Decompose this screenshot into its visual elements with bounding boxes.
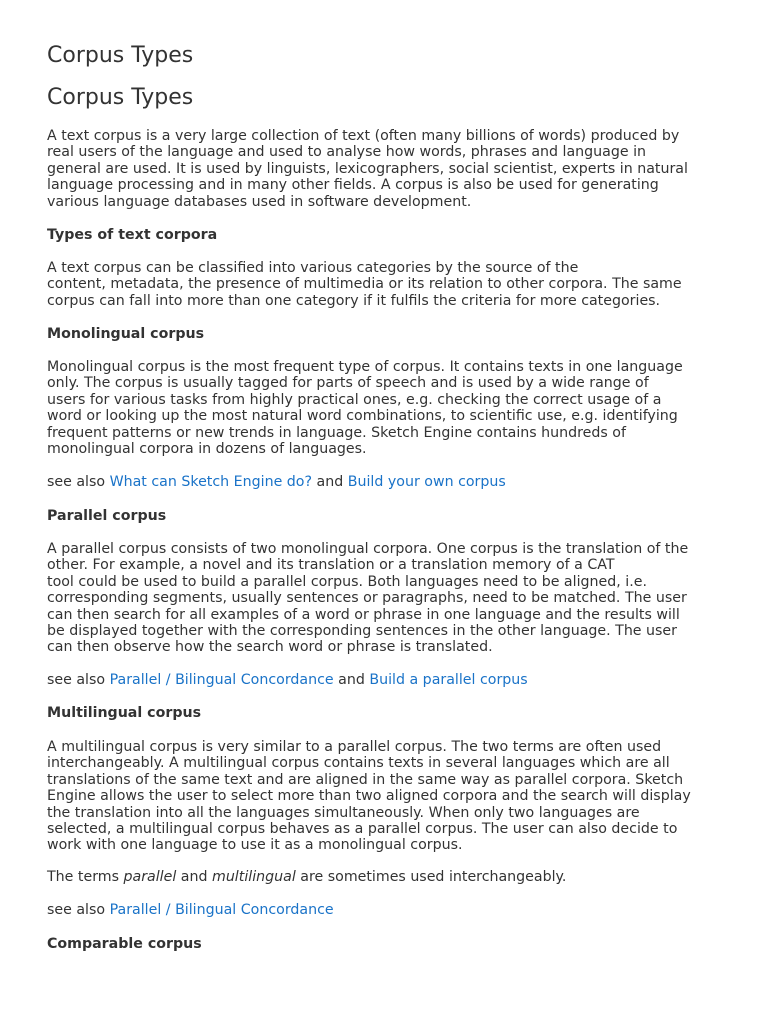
- see-also-line: [47, 672, 723, 688]
- multilingual-line: A multilingual corpus is very similar to a parallel corpus. The two terms are often used: [47, 739, 662, 755]
- see-also-prefix: see also: [47, 474, 110, 490]
- types-paragraph: [47, 260, 723, 309]
- see-also-line: [47, 902, 723, 918]
- multilingual-line: selected, a multilingual corpus behaves as a parallel corpus. The user can also decide to: [47, 821, 678, 838]
- monolingual-line: Monolingual corpus is the most frequent type of corpus. It contains texts in one language: [47, 359, 683, 375]
- terms-and: and: [176, 869, 212, 885]
- monolingual-line: users for various tasks from highly practical ones, e.g. checking the correct usage of a: [47, 391, 662, 408]
- parallel-line: corresponding segments, usually sentences or paragraphs, need to be matched. The user: [47, 590, 687, 607]
- multilingual-paragraph: [47, 739, 723, 854]
- link-parallel-bilingual-concordance[interactable]: Parallel / Bilingual Concordance: [109, 902, 334, 918]
- types-line: A text corpus can be classified into various categories by the source of the: [47, 260, 579, 276]
- intro-line: real users of the language and used to analyse how words, phrases and language in: [47, 144, 647, 161]
- comparable-heading: Comparable corpus: [47, 936, 202, 952]
- intro-line: various language databases used in software development.: [47, 193, 472, 210]
- multilingual-line: interchangeably. A multilingual corpus contains texts in several languages which are all: [47, 755, 670, 772]
- link-parallel-bilingual-concordance[interactable]: Parallel / Bilingual Concordance: [109, 672, 334, 688]
- intro-paragraph: [47, 128, 723, 210]
- intro-line: A text corpus is a very large collection of text (often many billions of words) produced by: [47, 128, 680, 144]
- terms-paragraph: [47, 869, 723, 885]
- monolingual-line: monolingual corpora in dozens of languages.: [47, 441, 367, 458]
- term-parallel: parallel: [123, 869, 177, 885]
- monolingual-see-also: [47, 474, 723, 490]
- parallel-paragraph: [47, 541, 723, 656]
- link-build-a-parallel-corpus[interactable]: Build a parallel corpus: [369, 672, 528, 688]
- multilingual-see-also: [47, 902, 723, 918]
- multilingual-line: work with one language to use it as a monolingual corpus.: [47, 837, 463, 854]
- parallel-line: can then observe how the search word or phrase is translated.: [47, 639, 493, 656]
- monolingual-line: only. The corpus is usually tagged for parts of speech and is used by a wide range of: [47, 375, 649, 392]
- terms-suffix: are sometimes used interchangeably.: [295, 869, 567, 885]
- link-what-can-sketch-engine-do[interactable]: What can Sketch Engine do?: [109, 474, 313, 490]
- parallel-line: other. For example, a novel and its translation or a translation memory of a CAT: [47, 557, 615, 574]
- see-also-line: [47, 474, 723, 490]
- term-multilingual: multilingual: [212, 869, 296, 885]
- monolingual-paragraph: [47, 359, 723, 457]
- types-heading: Types of text corpora: [47, 227, 218, 243]
- parallel-see-also: [47, 672, 723, 688]
- terms-line: [47, 869, 723, 885]
- parallel-line: be displayed together with the corresponding sentences in the other language. The user: [47, 623, 677, 640]
- multilingual-heading: Multilingual corpus: [47, 705, 202, 721]
- link-build-your-own-corpus[interactable]: Build your own corpus: [347, 474, 506, 490]
- terms-prefix: The terms: [47, 869, 124, 885]
- document-title: Corpus Types: [47, 43, 194, 68]
- parallel-line: A parallel corpus consists of two monolingual corpora. One corpus is the translation of the: [47, 541, 689, 557]
- monolingual-heading: Monolingual corpus: [47, 326, 205, 342]
- see-also-prefix: see also: [47, 672, 110, 688]
- monolingual-line: frequent patterns or new trends in language. Sketch Engine contains hundreds of: [47, 424, 626, 441]
- intro-line: language processing and in many other fields. A corpus is also be used for generating: [47, 177, 659, 194]
- parallel-line: tool could be used to build a parallel corpus. Both languages need to be aligned, i.e.: [47, 573, 647, 590]
- types-line: corpus can fall into more than one category if it fulfils the criteria for more categories.: [47, 292, 661, 309]
- types-line: content, metadata, the presence of multimedia or its relation to other corpora. The same: [47, 276, 682, 293]
- see-also-and: and: [312, 474, 348, 490]
- monolingual-line: word or looking up the most natural word combinations, to scientific use, e.g. identifying: [47, 408, 678, 425]
- multilingual-line: Engine allows the user to select more than two aligned corpora and the search will display: [47, 788, 691, 805]
- multilingual-line: translations of the same text and are aligned in the same way as parallel corpora. Sketch: [47, 771, 684, 788]
- intro-line: general are used. It is used by linguists, lexicographers, social scientist, experts in natural: [47, 160, 688, 177]
- multilingual-line: the translation into all the languages simultaneously. When only two languages are: [47, 804, 640, 821]
- parallel-heading: Parallel corpus: [47, 508, 167, 524]
- see-also-and: and: [333, 672, 370, 688]
- page-title: Corpus Types: [47, 85, 194, 110]
- see-also-prefix: see also: [47, 902, 110, 918]
- parallel-line: can then search for all examples of a word or phrase in one language and the results will: [47, 606, 680, 623]
